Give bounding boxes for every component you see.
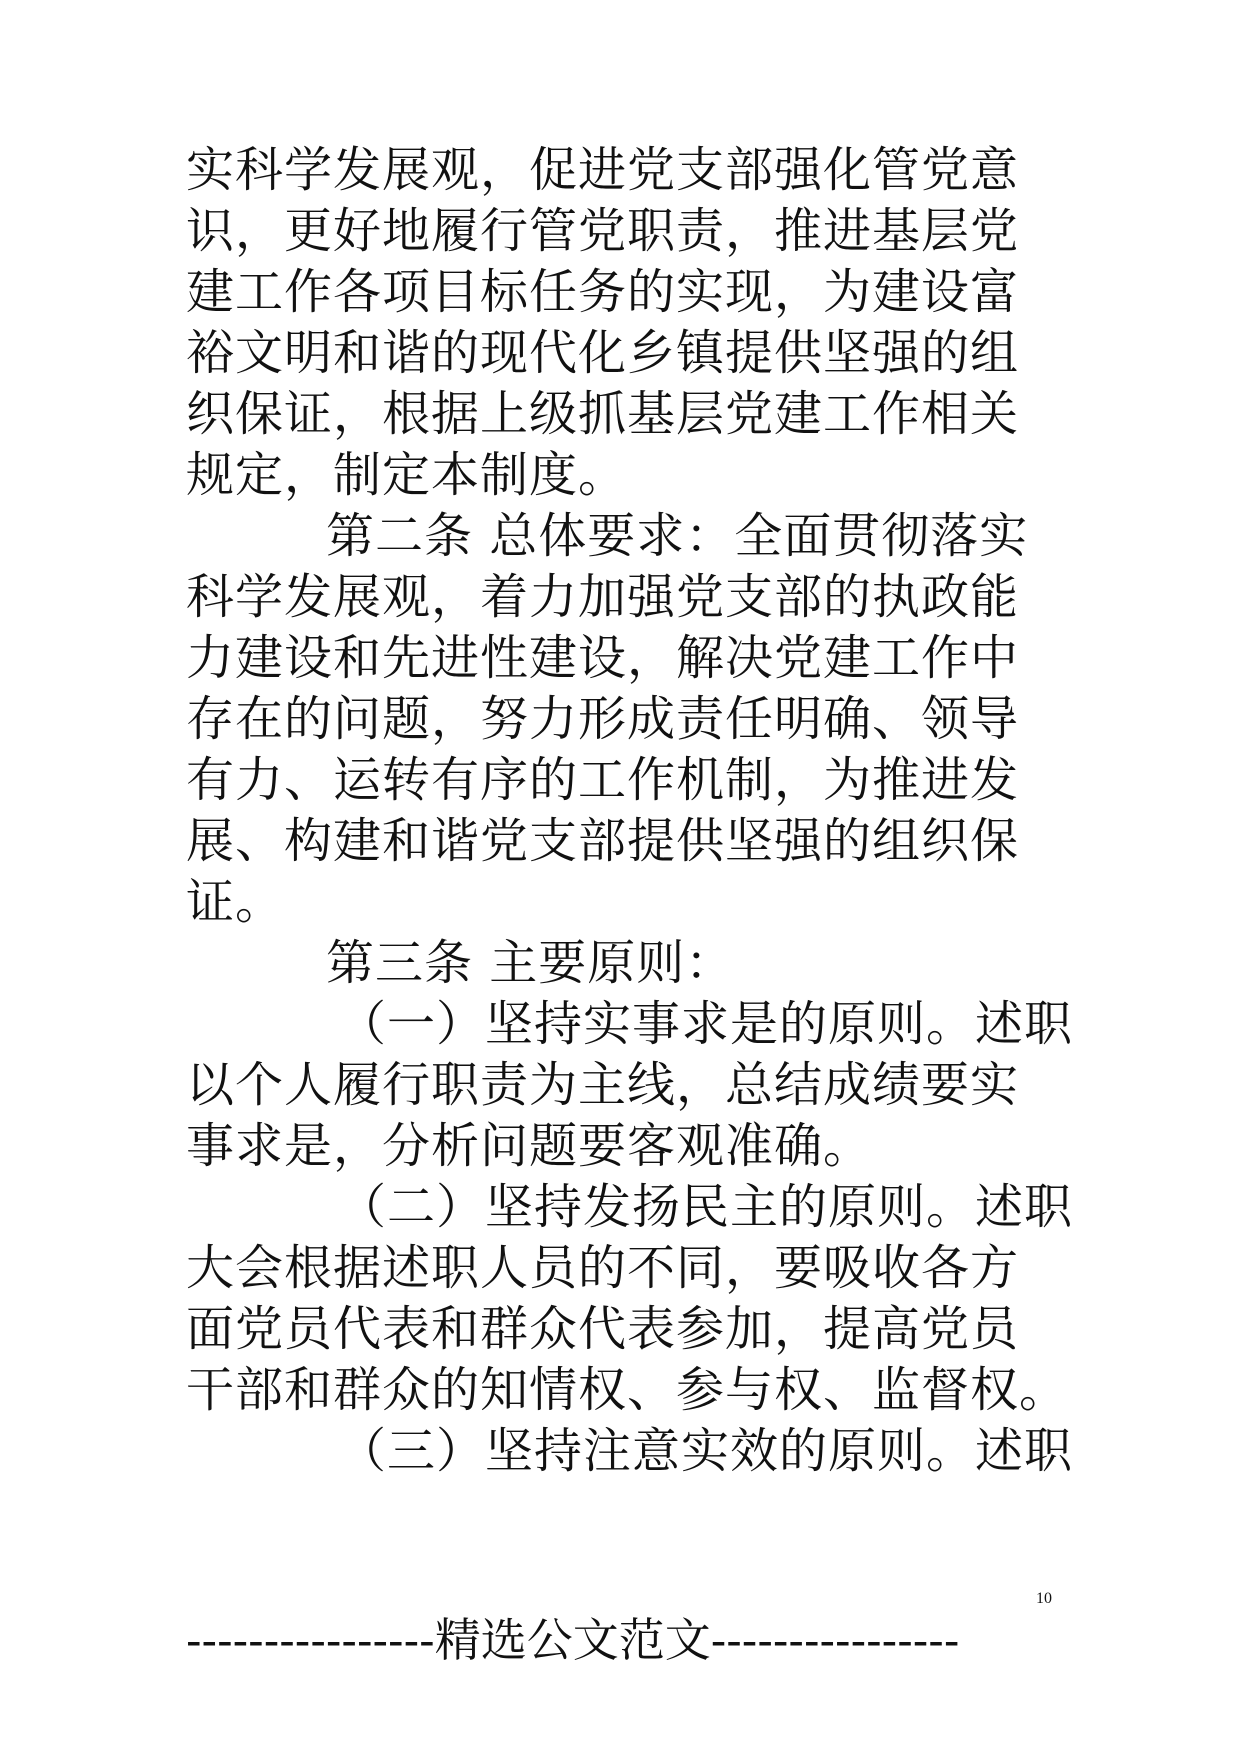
footer-text: ----------------精选公文范文---------------- bbox=[186, 1613, 960, 1667]
text-line: 力建设和先进性建设，解决党建工作中 bbox=[186, 630, 1020, 686]
text-line: 识，更好地履行管党职责，推进基层党 bbox=[186, 203, 1020, 259]
body-text bbox=[186, 140, 1074, 1482]
text-line: 事求是，分析问题要客观准确。 bbox=[186, 1118, 873, 1174]
principle-1-heading: （一）坚持实事求是的原则。述职 bbox=[338, 996, 1074, 1052]
article-2-heading: 第二条 总体要求：全面贯彻落实 bbox=[326, 508, 1029, 564]
text-line: 科学发展观，着力加强党支部的执政能 bbox=[186, 569, 1020, 625]
text-line: 有力、运转有序的工作机制，为推进发 bbox=[186, 752, 1020, 808]
text-line: 建工作各项目标任务的实现，为建设富 bbox=[186, 264, 1020, 320]
principle-2-heading: （二）坚持发扬民主的原则。述职 bbox=[338, 1179, 1074, 1235]
article-3-heading: 第三条 主要原则： bbox=[326, 935, 735, 991]
text-line: 干部和群众的知情权、参与权、监督权。 bbox=[186, 1362, 1069, 1418]
text-line: 面党员代表和群众代表参加，提高党员 bbox=[186, 1301, 1020, 1357]
text-line: 证。 bbox=[186, 874, 285, 930]
text-line: 存在的问题，努力形成责任明确、领导 bbox=[186, 691, 1020, 747]
text-line: 规定，制定本制度。 bbox=[186, 447, 628, 503]
text-line: 实科学发展观，促进党支部强化管党意 bbox=[186, 142, 1020, 198]
text-line: 展、构建和谐党支部提供坚强的组织保 bbox=[186, 813, 1020, 869]
page-number: 10 bbox=[1036, 1590, 1052, 1607]
text-line: 以个人履行职责为主线，总结成绩要实 bbox=[186, 1057, 1020, 1113]
principle-3-heading: （三）坚持注意实效的原则。述职 bbox=[338, 1423, 1074, 1479]
text-line: 织保证，根据上级抓基层党建工作相关 bbox=[186, 386, 1020, 442]
text-line: 裕文明和谐的现代化乡镇提供坚强的组 bbox=[186, 325, 1020, 381]
text-line: 大会根据述职人员的不同，要吸收各方 bbox=[186, 1240, 1020, 1296]
